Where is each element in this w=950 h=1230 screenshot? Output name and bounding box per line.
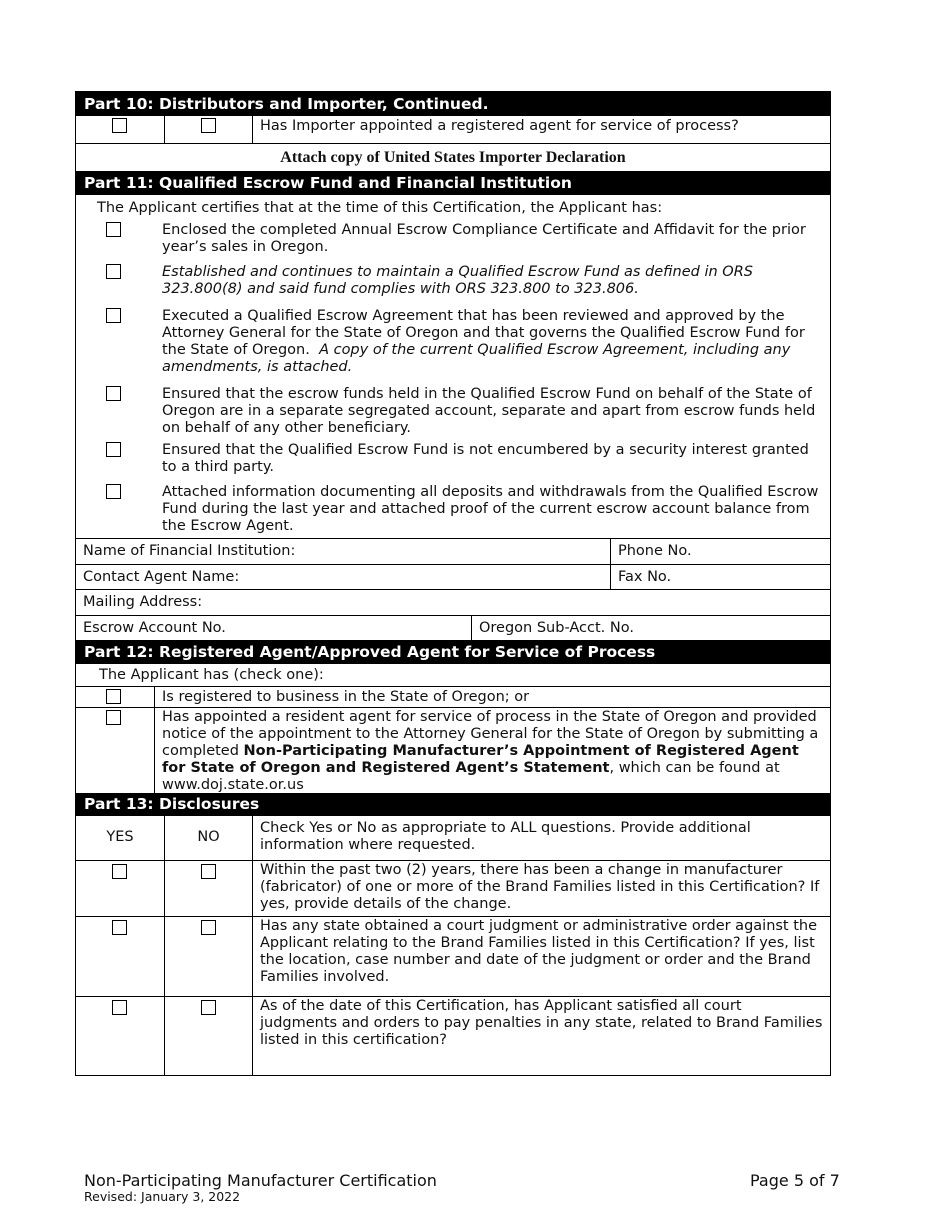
page-number: Page 5 of 7 xyxy=(750,1171,840,1190)
contact-row xyxy=(76,564,830,589)
footer-revised-date: Revised: January 3, 2022 xyxy=(84,1189,241,1204)
account-row xyxy=(76,615,830,640)
cert-item-annual-compliance: Enclosed the completed Annual Escrow Compliance Certificate and Affidavit for the prior year’s sales in Oregon. xyxy=(162,222,822,256)
part13-header: Part 13: Disclosures xyxy=(76,793,830,816)
institution-row xyxy=(76,538,830,564)
fax-field[interactable]: Fax No. xyxy=(610,565,830,589)
disclosure-row-judgments-satisfied xyxy=(76,996,830,1075)
manufacturer-change-no-checkbox[interactable] xyxy=(201,864,216,879)
manufacturer-change-question: Within the past two (2) years, there has been a change in manufacturer (fabricator) of one or more of the Brand Families listed in this Certification? If yes, provide details of the change. xyxy=(252,861,830,916)
oregon-subacct-field[interactable]: Oregon Sub-Acct. No. xyxy=(471,616,830,640)
deposits-withdrawals-checkbox[interactable] xyxy=(106,484,121,499)
cert-item-deposits-withdrawals: Attached information documenting all deposits and withdrawals from the Qualified Escrow Fund during the last year and attached proof of the current escrow account balance from the Escrow Agent. xyxy=(162,484,822,535)
registered-business-checkbox[interactable] xyxy=(106,689,121,704)
cert-item-escrow-fund: Established and continues to maintain a Qualified Escrow Fund as defined in ORS 323.800(8) and said fund complies with ORS 323.800 to 323.806. xyxy=(162,264,822,298)
resident-agent-row xyxy=(76,707,830,793)
segregated-account-checkbox[interactable] xyxy=(106,386,121,401)
disclosure-row-court-judgment xyxy=(76,916,830,996)
footer-title: Non-Participating Manufacturer Certification xyxy=(84,1171,437,1190)
disclosures-heading-row xyxy=(76,816,830,860)
manufacturer-change-yes-checkbox[interactable] xyxy=(112,864,127,879)
part12-header: Part 12: Registered Agent/Approved Agent for Service of Process xyxy=(76,640,830,664)
institution-field[interactable]: Name of Financial Institution: xyxy=(83,543,296,559)
part10-question-row xyxy=(76,116,830,143)
part12-intro-row xyxy=(76,664,830,686)
yes-column-label: YES xyxy=(106,829,134,845)
court-judgment-yes-checkbox[interactable] xyxy=(112,920,127,935)
importer-agent-no-checkbox[interactable] xyxy=(201,118,216,133)
court-judgment-no-checkbox[interactable] xyxy=(201,920,216,935)
not-encumbered-checkbox[interactable] xyxy=(106,442,121,457)
mailing-row xyxy=(76,589,830,615)
escrow-agreement-checkbox[interactable] xyxy=(106,308,121,323)
phone-field[interactable]: Phone No. xyxy=(610,539,830,564)
cert-item-not-encumbered: Ensured that the Qualified Escrow Fund is not encumbered by a security interest granted to a third party. xyxy=(162,442,822,476)
judgments-satisfied-yes-checkbox[interactable] xyxy=(112,1000,127,1015)
part11-certifications xyxy=(76,195,830,538)
cert-item-segregated-account: Ensured that the escrow funds held in the Qualified Escrow Fund on behalf of the State of Oregon are in a separate segregated account, separate and apart from escrow funds held on behalf of any other beneficiary. xyxy=(162,386,822,437)
resident-agent-option: Has appointed a resident agent for service of process in the State of Oregon and provided notice of the appointment to the Attorney General for the State of Oregon by submitting a completed Non-Participating Manufacturer’s Appointment of Registered Agent for State of Oregon and Registered Agent’s Statement, which can be found at www.doj.state.or.us xyxy=(154,708,830,793)
cert-item-escrow-agreement: Executed a Qualified Escrow Agreement that has been reviewed and approved by the Attorney General for the State of Oregon and that governs the Qualified Escrow Fund for the State of Oregon. A copy of the current Qualified Escrow Agreement, including any amendments, is attached. xyxy=(162,308,822,376)
part12-intro: The Applicant has (check one): xyxy=(99,667,324,683)
escrow-fund-checkbox[interactable] xyxy=(106,264,121,279)
annual-compliance-checkbox[interactable] xyxy=(106,222,121,237)
disclosure-row-manufacturer-change xyxy=(76,860,830,916)
importer-agent-question: Has Importer appointed a registered agent for service of process? xyxy=(252,116,830,143)
importer-agent-yes-checkbox[interactable] xyxy=(112,118,127,133)
part11-header: Part 11: Qualified Escrow Fund and Financial Institution xyxy=(76,171,830,195)
disclosures-instructions: Check Yes or No as appropriate to ALL questions. Provide additional information where requested. xyxy=(252,816,830,860)
registered-business-option: Is registered to business in the State of Oregon; or xyxy=(154,687,830,707)
resident-agent-checkbox[interactable] xyxy=(106,710,121,725)
judgments-satisfied-no-checkbox[interactable] xyxy=(201,1000,216,1015)
importer-declaration-note: Attach copy of United States Importer Declaration xyxy=(76,143,830,171)
certification-form xyxy=(75,91,831,1076)
part11-intro: The Applicant certifies that at the time of this Certification, the Applicant has: xyxy=(97,200,663,216)
registered-business-row xyxy=(76,686,830,707)
part10-header: Part 10: Distributors and Importer, Continued. xyxy=(76,92,830,116)
mailing-address-field[interactable]: Mailing Address: xyxy=(83,594,203,610)
no-column-label: NO xyxy=(164,816,252,860)
judgments-satisfied-question: As of the date of this Certification, has Applicant satisfied all court judgments and orders to pay penalties in any state, related to Brand Families listed in this certification? xyxy=(252,997,830,1075)
court-judgment-question: Has any state obtained a court judgment or administrative order against the Applicant relating to the Brand Families listed in this Certification? If yes, list the location, case number and date of the judgment or order and the Brand Families involved. xyxy=(252,917,830,996)
escrow-account-field[interactable]: Escrow Account No. xyxy=(83,620,226,636)
contact-agent-field[interactable]: Contact Agent Name: xyxy=(83,569,240,585)
